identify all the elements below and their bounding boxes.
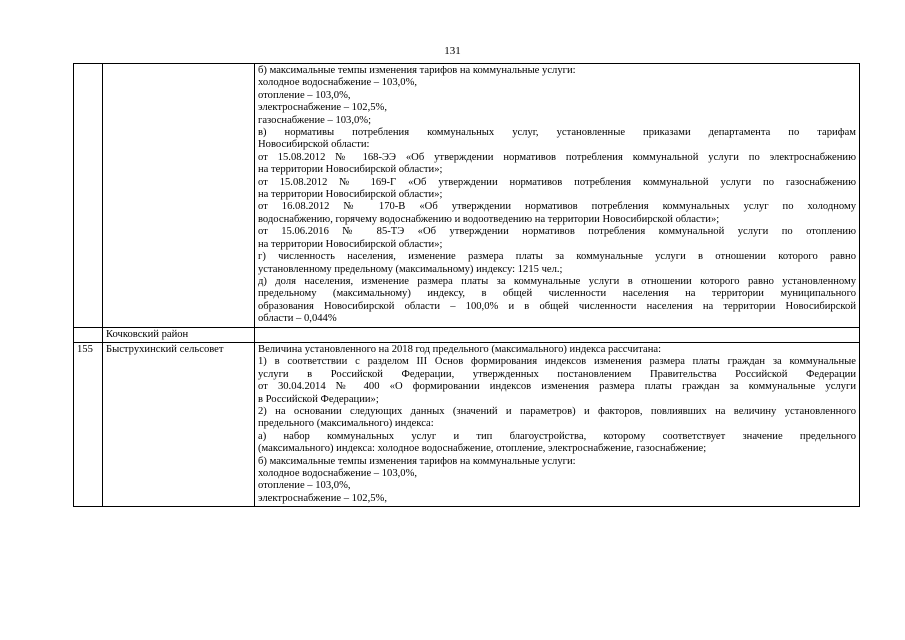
document-table [73, 63, 860, 507]
text-line: от 15.06.2016 № 85-ТЭ «Об утверждении нормативов потребления коммунальной услуги по отоплению [258, 226, 856, 238]
text-line: холодное водоснабжение – 103,0%, [258, 77, 418, 89]
text-line: (максимального) индекса: холодное водоснабжение, отопление, электроснабжение, газоснабжение; [258, 443, 707, 455]
text-line: 1) в соответствии с разделом III Основ формирования индексов изменения размера платы граждан за коммунальные [258, 356, 856, 368]
text-line: области – 0,044% [258, 313, 337, 325]
text-line: услуги в Российской Федерации, утвержденных постановлением Правительства Российской Федерации [258, 368, 856, 380]
text-line: в) нормативы потребления коммунальных услуг, установленные приказами департамента по тарифам [258, 127, 856, 139]
text-line: в Российской Федерации»; [258, 393, 379, 405]
row-number-cell [74, 64, 103, 328]
text-line: предельного (максимального) индекса: [258, 418, 434, 430]
row-number-cell: 155 [74, 342, 103, 506]
description-lines [258, 65, 856, 326]
text-line: предельному (максимальному) индексу, в общей численности населения на территории муниципального [258, 288, 856, 300]
text-line: на территории Новосибирской области»; [258, 164, 443, 176]
text-line: электроснабжение – 102,5%, [258, 102, 387, 114]
text-line: установленному предельному (максимальному) индексу: 1215 чел.; [258, 263, 563, 275]
text-line: от 15.08.2012 № 168-ЭЭ «Об утверждении нормативов потребления коммунальной услуги по электроснабжению [258, 151, 856, 163]
page-number: 131 [444, 45, 461, 57]
description-lines [258, 344, 856, 505]
text-line: от 30.04.2014 № 400 «О формировании индексов изменения размера платы граждан за коммунальные услуги [258, 381, 856, 393]
text-line: от 15.08.2012 № 169-Г «Об утверждении нормативов потребления коммунальной услуги по газоснабжению [258, 176, 856, 188]
text-line: д) доля населения, изменение размера платы за коммунальные услуги в отношении которого равно установленному [258, 275, 856, 287]
table-row [74, 64, 860, 328]
municipality-name-cell: Быструхинский сельсовет [103, 342, 255, 506]
description-cell [255, 64, 860, 328]
table-row [74, 342, 860, 506]
text-line: газоснабжение – 103,0%; [258, 114, 372, 126]
text-line: б) максимальные темпы изменения тарифов на коммунальные услуги: [258, 65, 576, 76]
district-name-cell: Кочковский район [103, 327, 255, 342]
row-number-cell [74, 327, 103, 342]
text-line: холодное водоснабжение – 103,0%, [258, 468, 418, 479]
description-cell [255, 342, 860, 506]
text-line: Новосибирской области: [258, 139, 370, 151]
text-line: 2) на основании следующих данных (значений и параметров) и факторов, повлиявших на величину установленного [258, 405, 856, 417]
text-line: б) максимальные темпы изменения тарифов на коммунальные услуги: [258, 455, 576, 467]
text-line: отопление – 103,0%, [258, 480, 351, 492]
text-line: образования Новосибирской области – 100,0% и в общей численности населения на территории Новосибирской [258, 300, 856, 312]
text-line: от 16.08.2012 № 170-В «Об утверждении нормативов потребления коммунальных услуг по холодному [258, 201, 856, 213]
text-line: г) численность населения, изменение размера платы за коммунальные услуги в отношении которого равно [258, 251, 856, 263]
text-line: отопление – 103,0%, [258, 89, 351, 101]
table-row [74, 327, 860, 342]
description-cell [255, 327, 860, 342]
text-line: электроснабжение – 102,5%, [258, 492, 387, 504]
text-line: водоснабжению, горячему водоснабжению и водоотведению на территории Новосибирской области»; [258, 213, 720, 225]
text-line: на территории Новосибирской области»; [258, 189, 443, 201]
text-line: Величина установленного на 2018 год предельного (максимального) индекса рассчитана: [258, 343, 662, 355]
text-line: а) набор коммунальных услуг и тип благоустройства, которому соответствует значение предельного [258, 430, 856, 442]
text-line: на территории Новосибирской области»; [258, 238, 443, 250]
municipality-name-cell [103, 64, 255, 328]
